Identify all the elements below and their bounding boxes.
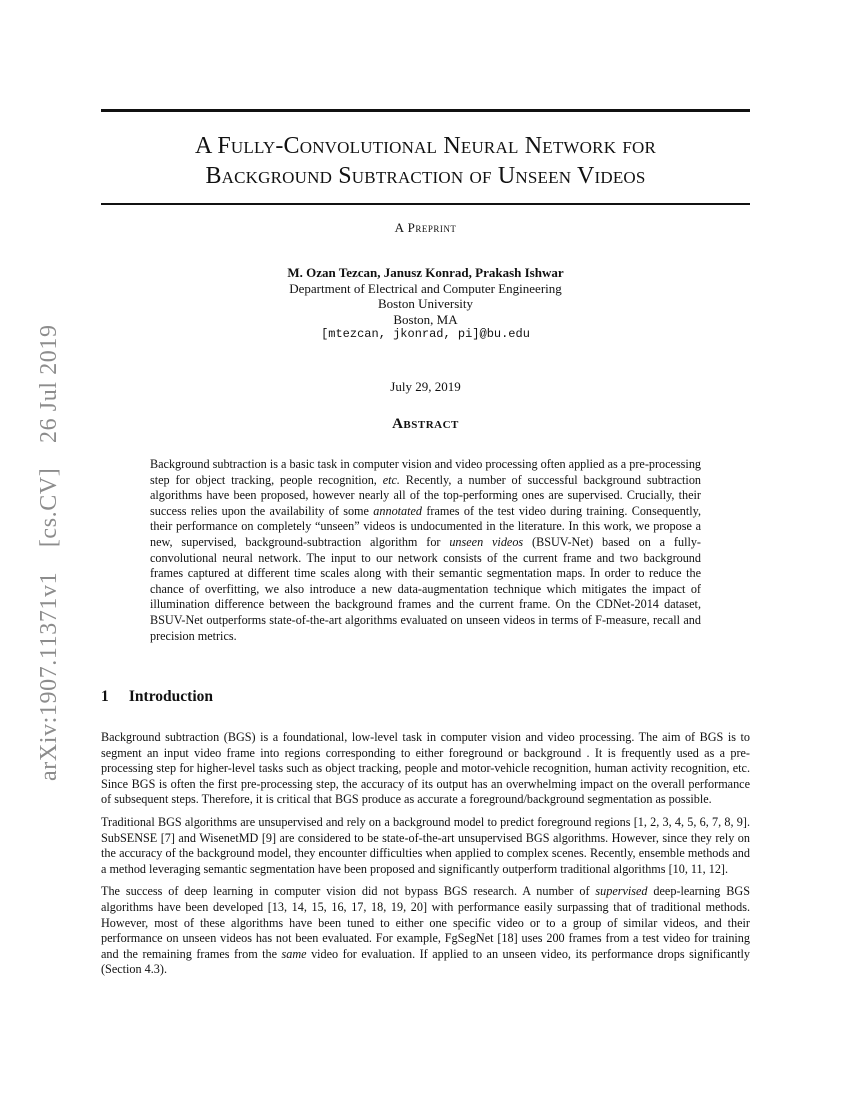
intro-paragraph-2: Traditional BGS algorithms are unsupervised and rely on a background model to predict foreground regions [1, 2, 3, 4, 5, 6, 7, 8, 9]. SubSENSE [7] and WisenetMD [9] are considered to be state-of-the-art unsupervised BGS algorithms. However, since they rely on the accuracy of the background model, they encounter difficulties when applied to complex scenes. Recently, ensemble methods and a method leveraging semantic segmentation have been proposed and significantly outperform traditional algorithms [10, 11, 12]. bbox=[101, 814, 750, 876]
paper-title bbox=[101, 131, 750, 191]
section-heading-introduction bbox=[101, 688, 750, 706]
abstract-etc: etc. bbox=[382, 472, 400, 487]
title-line-1: A Fully-Convolutional Neural Network for bbox=[194, 133, 657, 159]
section-number: 1 bbox=[101, 688, 109, 705]
author-location: Boston, MA bbox=[393, 311, 458, 327]
arxiv-id: arXiv:1907.11371v1 bbox=[36, 571, 62, 781]
introduction-body bbox=[101, 730, 750, 985]
intro-supervised: supervised bbox=[595, 884, 648, 899]
preprint-label: A Preprint bbox=[394, 220, 457, 235]
title-line-2: Background Subtraction of Unseen Videos bbox=[205, 163, 646, 189]
abstract-part-1: Background subtraction is a basic task in computer vision and video processing often applied as a pre-processing step for object tracking, people recognition, bbox=[150, 457, 702, 487]
intro-paragraph-3 bbox=[101, 884, 750, 978]
abstract-part-3: frames of the test video during training. Consequently, their performance on completely “unseen” videos is undocumented in the literature. In this work, we propose a new, supervised, background-subtraction algorithm for bbox=[150, 503, 701, 549]
arxiv-category: [cs.CV] bbox=[36, 467, 62, 548]
title-rule-bottom bbox=[101, 203, 750, 205]
intro-p3-part-a: The success of deep learning in computer vision did not bypass BGS research. A number of bbox=[101, 884, 596, 899]
abstract-heading: Abstract bbox=[392, 416, 459, 432]
arxiv-date: 26 Jul 2019 bbox=[36, 324, 62, 444]
intro-p3-part-c: video for evaluation. If applied to an unseen video, its performance drops significantly (Section 4.3). bbox=[101, 946, 750, 977]
abstract-unseen-videos: unseen videos bbox=[449, 534, 524, 549]
intro-p3-part-b: deep-learning BGS algorithms have been developed [13, 14, 15, 16, 17, 18, 19, 20] with performance easily surpassing that of traditional methods. However, most of these algorithms have been tuned to either one specific video or to a group of similar videos, and their performance on unseen videos has not been evaluated. For example, FgSegNet [18] uses 200 frames from a test video for training and the remaining frames from the bbox=[101, 884, 750, 961]
author-block bbox=[101, 265, 750, 343]
abstract-part-2: Recently, a number of successful background subtraction algorithms have been proposed, however nearly all of the top-performing ones are supervised. Crucially, their success relies upon the availability of some bbox=[150, 472, 702, 518]
abstract-text bbox=[150, 457, 701, 644]
arxiv-stamp bbox=[36, 261, 63, 781]
title-rule-top bbox=[101, 109, 750, 112]
abstract-annotated: annotated bbox=[373, 503, 423, 518]
author-department: Department of Electrical and Computer Engineering bbox=[289, 280, 562, 296]
author-names: M. Ozan Tezcan, Janusz Konrad, Prakash Ishwar bbox=[287, 265, 564, 280]
paper-date: July 29, 2019 bbox=[390, 379, 461, 394]
section-title: Introduction bbox=[128, 688, 213, 705]
author-university: Boston University bbox=[378, 296, 473, 311]
intro-same: same bbox=[281, 946, 307, 961]
intro-paragraph-1: Background subtraction (BGS) is a foundational, low-level task in computer vision and video processing. The aim of BGS is to segment an input video frame into regions corresponding to either foreground or background . It is frequently used as a pre-processing step for higher-level tasks such as object tracking, people and motor-vehicle recognition, human activity recognition, etc. Since BGS is often the first pre-processing step, the accuracy of its output has an overwhelming impact on the overall performance of subsequent steps. Therefore, it is critical that BGS produce as accurate a foreground/background segmentation as possible. bbox=[101, 730, 750, 807]
author-email: [mtezcan, jkonrad, pi]@bu.edu bbox=[321, 327, 530, 341]
abstract-part-4: (BSUV-Net) based on a fully-convolutional neural network. The input to our network consists of the current frame and two background frames captured at different time scales along with their semantic segmentation maps. In order to reduce the chance of overfitting, we also introduce a new data-augmentation technique which mitigates the impact of illumination difference between the background frames and the current frame. On the CDNet-2014 dataset, BSUV-Net outperforms state-of-the-art algorithms evaluated on unseen videos in terms of F-measure, recall and precision metrics. bbox=[150, 534, 701, 643]
